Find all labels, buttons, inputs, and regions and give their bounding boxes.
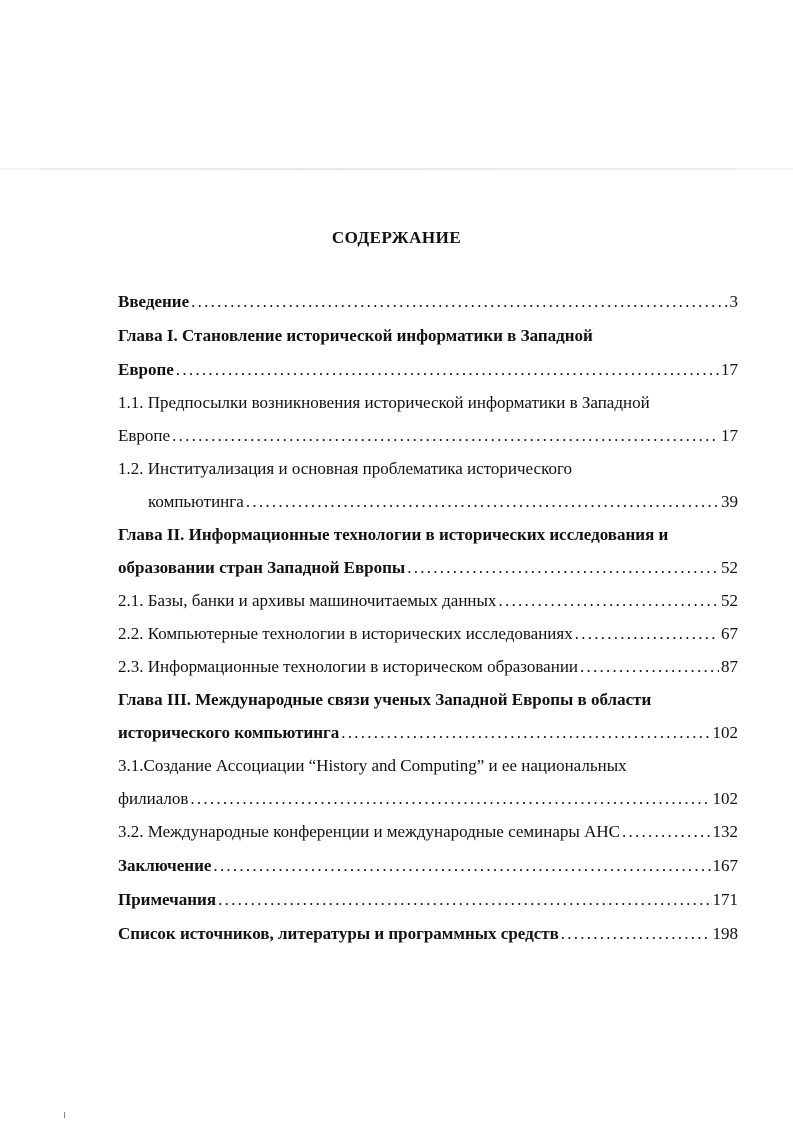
toc-entry-1-2-line-2 bbox=[148, 492, 738, 518]
toc-entry-chapter-2-line-2 bbox=[118, 558, 738, 584]
toc-entry-chapter-2-line-1 bbox=[118, 525, 738, 551]
toc-entry-text: 2.1. Базы, банки и архивы машиночитаемых данных bbox=[118, 591, 497, 610]
toc-page-number: 102 bbox=[712, 789, 738, 808]
toc-entry-text: 1.2. Институализация и основная проблематика исторического bbox=[118, 459, 573, 478]
toc-entry-conclusion bbox=[118, 856, 738, 882]
dot-leader bbox=[341, 723, 710, 743]
scan-artifact-mark bbox=[64, 1112, 65, 1118]
toc-entry-text: Примечания bbox=[118, 890, 217, 909]
dot-leader bbox=[176, 360, 719, 380]
toc-entry-text: 1.1. Предпосылки возникновения исторической информатики в Западной bbox=[118, 393, 650, 412]
toc-entry-text: Европе bbox=[118, 360, 174, 379]
toc-page-number: 52 bbox=[721, 558, 738, 577]
toc-page-number: 167 bbox=[712, 856, 738, 875]
dot-leader bbox=[575, 624, 719, 644]
toc-entry-chapter-1-line-2 bbox=[118, 360, 738, 386]
toc-entry-text: 3.2. Международные конференции и международные семинары АНС bbox=[118, 822, 620, 841]
toc-page-number: 102 bbox=[712, 723, 738, 742]
dot-leader bbox=[218, 890, 710, 910]
toc-entry-3-2 bbox=[118, 822, 738, 848]
toc-entry-text: 3.1.Создание Ассоциации “History and Computing” и ее национальных bbox=[118, 756, 627, 775]
toc-page-number: 3 bbox=[729, 292, 738, 311]
toc-page-number: 17 bbox=[721, 426, 738, 445]
toc-entry-text: Глава III. Международные связи ученых Западной Европы в области bbox=[118, 690, 652, 709]
toc-entry-1-1-line-1 bbox=[118, 393, 738, 419]
toc-entry-text: 2.3. Информационные технологии в историческом образовании bbox=[118, 657, 579, 676]
dot-leader bbox=[172, 426, 719, 446]
toc-entry-text: исторического компьютинга bbox=[118, 723, 340, 742]
toc-page-number: 52 bbox=[721, 591, 738, 610]
toc-entry-text: Глава II. Информационные технологии в исторических исследования и bbox=[118, 525, 669, 544]
dot-leader bbox=[622, 822, 711, 842]
toc-entry-3-1-line-1 bbox=[118, 756, 738, 782]
toc-entry-text: компьютинга bbox=[148, 492, 244, 511]
toc-entry-sources bbox=[118, 924, 738, 950]
toc-page-number: 39 bbox=[721, 492, 738, 511]
dot-leader bbox=[407, 558, 719, 578]
toc-entry-1-1-line-2 bbox=[118, 426, 738, 452]
toc-page-number: 132 bbox=[712, 822, 738, 841]
dot-leader bbox=[498, 591, 719, 611]
toc-entry-chapter-3-line-2 bbox=[118, 723, 738, 749]
dot-leader bbox=[561, 924, 711, 944]
dot-leader bbox=[190, 789, 710, 809]
dot-leader bbox=[580, 657, 719, 677]
toc-page-number: 67 bbox=[721, 624, 738, 643]
toc-page-number: 17 bbox=[721, 360, 738, 379]
toc-entry-introduction bbox=[118, 292, 738, 318]
toc-page-number: 87 bbox=[721, 657, 738, 676]
toc-entry-1-2-line-1 bbox=[118, 459, 738, 485]
toc-entry-3-1-line-2 bbox=[118, 789, 738, 815]
toc-entry-text: Заключение bbox=[118, 856, 212, 875]
toc-page-number: 171 bbox=[712, 890, 738, 909]
toc-entry-text: Введение bbox=[118, 292, 190, 311]
page-title: СОДЕРЖАНИЕ bbox=[331, 228, 462, 247]
toc-entry-2-3 bbox=[118, 657, 738, 683]
toc-entry-text: образовании стран Западной Европы bbox=[118, 558, 406, 577]
dot-leader bbox=[191, 292, 727, 312]
toc-entry-2-2 bbox=[118, 624, 738, 650]
toc-entry-text: 2.2. Компьютерные технологии в исторических исследованиях bbox=[118, 624, 573, 643]
toc-entry-text: Глава I. Становление исторической информатики в Западной bbox=[118, 326, 593, 345]
toc-entry-text: Список источников, литературы и программных средств bbox=[118, 924, 559, 943]
dot-leader bbox=[246, 492, 719, 512]
toc-entry-text: филиалов bbox=[118, 789, 189, 808]
toc-entry-2-1 bbox=[118, 591, 738, 617]
scan-edge-shadow bbox=[0, 168, 793, 170]
toc-page-number: 198 bbox=[712, 924, 738, 943]
toc-entry-text: Европе bbox=[118, 426, 171, 445]
toc-entry-chapter-3-line-1 bbox=[118, 690, 738, 716]
toc-entry-notes bbox=[118, 890, 738, 916]
dot-leader bbox=[213, 856, 710, 876]
toc-entry-chapter-1-line-1 bbox=[118, 326, 738, 352]
